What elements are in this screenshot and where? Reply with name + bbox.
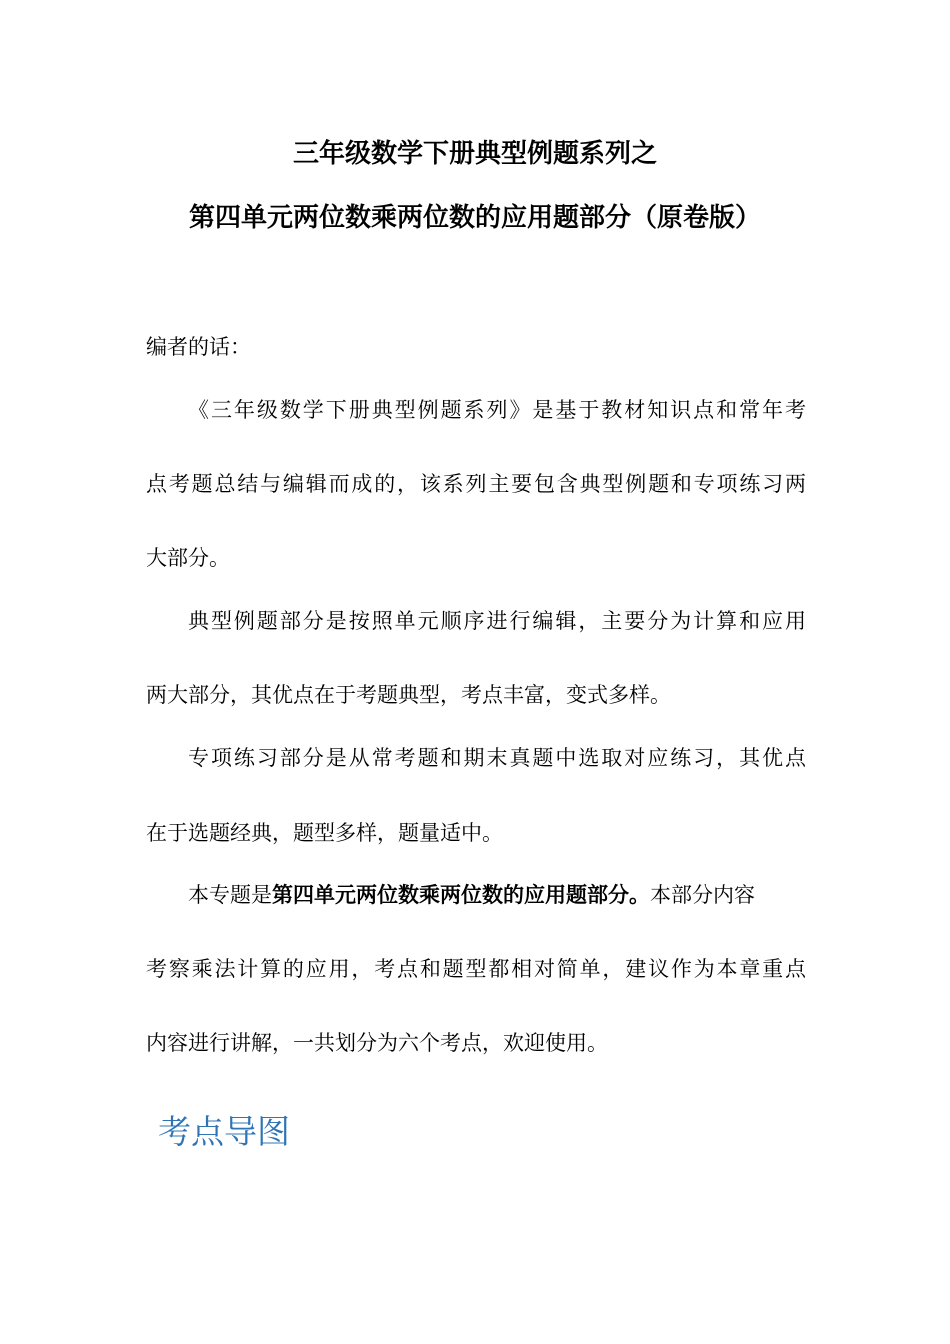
paragraph-2-line-2: 两大部分，其优点在于考题典型，考点丰富，变式多样。 (146, 683, 671, 707)
paragraph-1-line-1: 《三年级数学下册典型例题系列》是基于教材知识点和常年考 (188, 398, 806, 422)
paragraph-3-line-2: 在于选题经典，题型多样，题量适中。 (146, 821, 503, 845)
document-title-line-1: 三年级数学下册典型例题系列之 (292, 139, 657, 169)
section-heading-mindmap: 考点导图 (158, 1112, 290, 1151)
paragraph-3-line-1: 专项练习部分是从常考题和期末真题中选取对应练习，其优点 (188, 746, 806, 770)
paragraph-4-prefix: 本专题是 (188, 883, 272, 907)
document-title-line-2: 第四单元两位数乘两位数的应用题部分（原卷版） (188, 203, 761, 233)
editor-note-label: 编者的话： (146, 335, 251, 359)
paragraph-4-bold-topic: 第四单元两位数乘两位数的应用题部分。 (272, 883, 650, 907)
paragraph-1-line-3: 大部分。 (146, 546, 230, 570)
paragraph-1-line-2: 点考题总结与编辑而成的，该系列主要包含典型例题和专项练习两 (146, 472, 806, 496)
paragraph-4-line-3: 内容进行讲解，一共划分为六个考点，欢迎使用。 (146, 1031, 608, 1055)
paragraph-4-line-2: 考察乘法计算的应用，考点和题型都相对简单，建议作为本章重点 (146, 957, 806, 981)
paragraph-2-line-1: 典型例题部分是按照单元顺序进行编辑，主要分为计算和应用 (188, 609, 806, 633)
paragraph-4-suffix: 本部分内容 (650, 883, 755, 907)
paragraph-4-line-1 (188, 880, 806, 910)
